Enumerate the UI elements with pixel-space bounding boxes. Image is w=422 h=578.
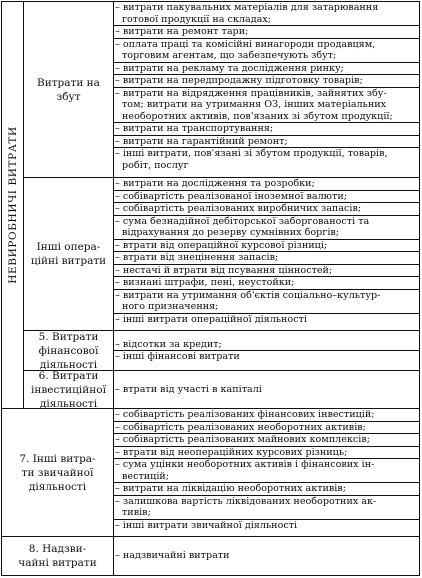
- list-item: – витрати на дослідження та розробки;: [114, 178, 419, 191]
- list-item: – нестачі й втрати від псування цінностей;: [114, 265, 419, 278]
- section-row-investment: [24, 370, 419, 408]
- list-item: – витрати на транспортування;: [114, 123, 419, 136]
- list-item: – витрати на передпродажну підготовку товарів;: [114, 75, 419, 88]
- list-item: – собівартість реалізованих майнових комплексів;: [114, 434, 419, 447]
- list-item: – сума безнадійної дебіторської заборгованості та відрахування до резерву сумнівних боргів;: [114, 216, 419, 240]
- list-item: – залишкова вартість ліквідованих необоротних ак- тивів;: [114, 496, 419, 520]
- list-item: – витрати пакувальних матеріалів для затарювання готової продукції на складах;: [114, 2, 419, 26]
- list-item: – собівартість реалізованих необоротних активів;: [114, 422, 419, 435]
- list-item: – собівартість реалізованих фінансових інвестицій;: [114, 409, 419, 422]
- section-row-extraordinary: [2, 536, 419, 575]
- list-item: – витрати на ремонт тари;: [114, 26, 419, 39]
- list-item: – втрати від операційної курсової різниці;: [114, 240, 419, 253]
- list-item: – інші витрати звичайної діяльності: [115, 519, 298, 531]
- list-item: – витрати на ліквідацію необоротних активів;: [114, 483, 419, 496]
- section-row-financial: [24, 330, 419, 370]
- section-items-sales: [114, 2, 419, 177]
- list-item: – надзвичайні витрати: [115, 550, 230, 562]
- list-item: – собівартість реалізованої іноземної валюти;: [114, 191, 419, 204]
- list-item: – собівартість реалізованих виробничих запасів;: [114, 203, 419, 216]
- list-item: – витрати на рекламу та дослідження ринку;: [114, 63, 419, 76]
- section-items-investment: [114, 371, 419, 408]
- list-item: – втрати від знецінення запасів;: [114, 252, 419, 265]
- section-label-sales: Витрати на збут: [24, 2, 114, 177]
- list-item: – витрати на утримання об'єктів соціально–культур- ного призначення;: [114, 290, 419, 314]
- section-items-other-operating: [114, 178, 419, 330]
- section-items-extraordinary: [114, 537, 419, 575]
- section-items-other-ordinary: [114, 409, 419, 536]
- list-item: – інші фінансові витрати: [115, 351, 240, 362]
- section-label-investment: 6. Витрати інвестиційної діяльності: [24, 371, 114, 408]
- section-row-other-ordinary: [2, 408, 419, 536]
- list-item: – втрати від неопераційних курсових різниць;: [114, 447, 419, 460]
- list-item: – оплата праці та комісійні винагороди продавцям, торговим агентам, що забезпечують збут;: [114, 39, 419, 63]
- list-item: – витрати на відрядження працівників, зайнятих збу- том; витрати на утримання ОЗ, інших матеріальних необоротних активів, пов'язаних зі збутом продукції;: [114, 88, 419, 124]
- side-category-label: НЕВИРОБНИЧІ ВИТРАТИ: [6, 126, 19, 284]
- list-item: – інші витрати, пов'язані зі збутом продукції, товарів, робіт, послуг: [115, 148, 388, 171]
- section-row-other-operating: [24, 177, 419, 330]
- section-label-other-ordinary: 7. Інші витра- ти звичайної діяльності: [2, 409, 114, 536]
- section-label-other-operating: Інші опера- ційні витрати: [24, 178, 114, 330]
- list-item: – сума уцінки необоротних активів і фінансових ін- вестицій;: [114, 459, 419, 483]
- list-item: – витрати на гарантійний ремонт;: [114, 136, 419, 149]
- section-label-financial: 5. Витрати фінансової діяльності: [24, 331, 114, 370]
- section-label-extraordinary: 8. Надзви- чайні витрати: [2, 537, 114, 575]
- list-item: – відсотки за кредит;: [114, 339, 419, 352]
- list-item: – визнані штрафи, пені, неустойки;: [114, 277, 419, 290]
- section-items-financial: [114, 331, 419, 370]
- list-item: – інші витрати операційної діяльності: [115, 313, 307, 325]
- side-category-cell: [2, 2, 24, 408]
- expenses-table: [1, 1, 420, 576]
- section-row-sales: [24, 2, 419, 177]
- list-item: – втрати від участі в капіталі: [115, 383, 262, 395]
